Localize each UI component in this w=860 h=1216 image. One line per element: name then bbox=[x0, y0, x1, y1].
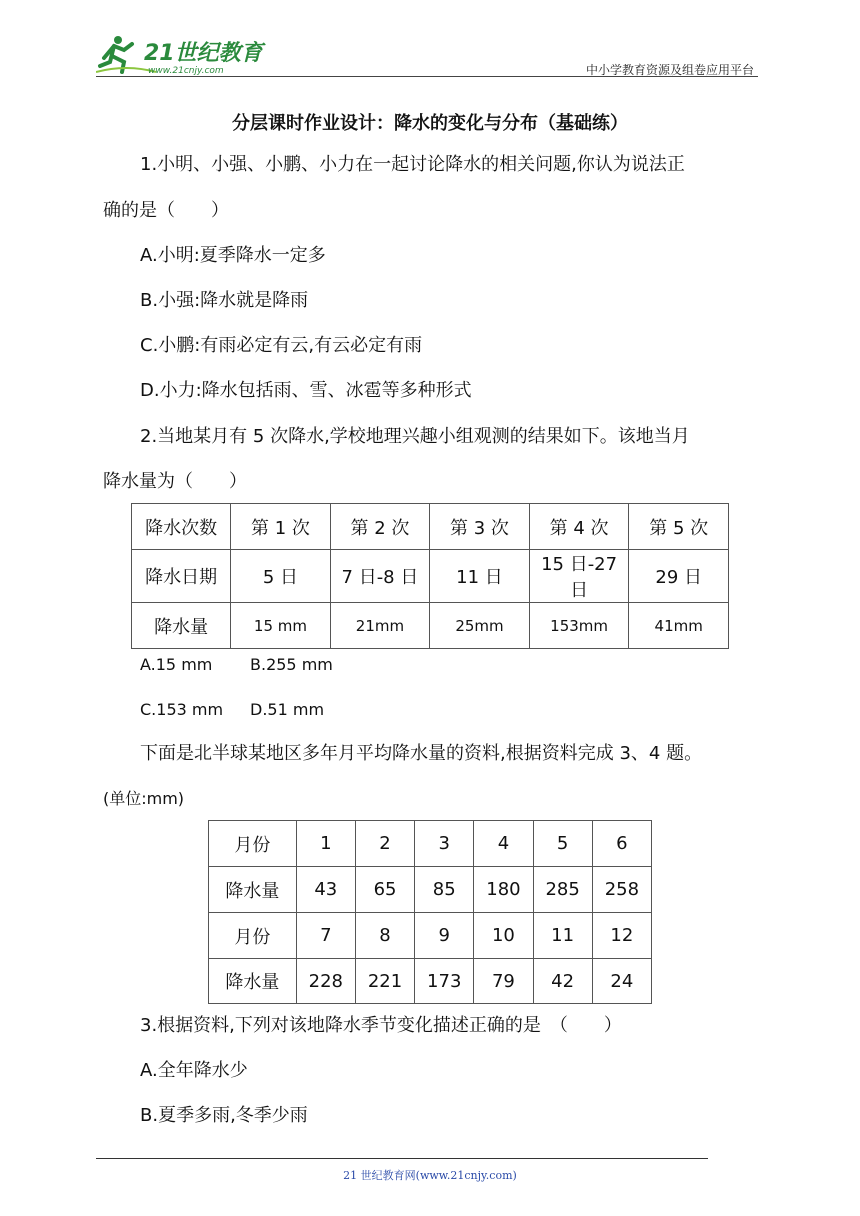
table-cell: 8 bbox=[355, 913, 414, 959]
table-cell: 25mm bbox=[430, 603, 530, 649]
table-cell: 11 日 bbox=[430, 550, 530, 603]
q1-option-b: B.小强:降水就是降雨 bbox=[140, 290, 309, 311]
table-cell: 180 bbox=[474, 867, 533, 913]
table-cell: 12 bbox=[592, 913, 651, 959]
q2-option-d: D.51 mm bbox=[250, 700, 325, 719]
q1-option-d: D.小力:降水包括雨、雪、冰雹等多种形式 bbox=[140, 380, 472, 401]
table-cell: 29 日 bbox=[629, 550, 729, 603]
table-row bbox=[132, 603, 729, 649]
table-cell: 5 日 bbox=[231, 550, 330, 603]
q3-stem: 3.根据资料,下列对该地降水季节变化描述正确的是 （ ） bbox=[140, 1015, 622, 1036]
table-cell: 7 bbox=[296, 913, 355, 959]
table-cell: 228 bbox=[296, 959, 355, 1004]
q2-option-c: C.153 mm bbox=[140, 700, 224, 719]
svg-text:www.21cnjy.com: www.21cnjy.com bbox=[148, 66, 224, 76]
table-cell: 第 1 次 bbox=[231, 504, 330, 550]
table-cell: 9 bbox=[415, 913, 474, 959]
q2-option-b: B.255 mm bbox=[250, 655, 333, 674]
table-cell: 5 bbox=[533, 821, 592, 867]
q3-option-a: A.全年降水少 bbox=[140, 1060, 248, 1081]
table-cell: 月份 bbox=[209, 913, 297, 959]
table-cell: 6 bbox=[592, 821, 651, 867]
header-platform-text: 中小学教育资源及组卷应用平台 bbox=[585, 63, 754, 77]
table-row bbox=[209, 821, 652, 867]
footer-divider bbox=[96, 1158, 708, 1159]
table-row bbox=[209, 959, 652, 1004]
table-cell: 79 bbox=[474, 959, 533, 1004]
table-cell: 41mm bbox=[629, 603, 729, 649]
table-cell: 15 日-27 日 bbox=[529, 550, 629, 603]
svg-text:21世纪教育: 21世纪教育 bbox=[144, 41, 263, 66]
page-footer: 21 世纪教育网(www.21cnjy.com) bbox=[343, 1169, 517, 1182]
table-cell: 降水量 bbox=[209, 959, 297, 1004]
header-divider bbox=[96, 76, 758, 77]
page-header bbox=[96, 30, 758, 78]
table-cell: 43 bbox=[296, 867, 355, 913]
table-cell: 153mm bbox=[529, 603, 629, 649]
q2-stem-line2: 降水量为（ ） bbox=[103, 471, 247, 492]
table-cell: 65 bbox=[355, 867, 414, 913]
q1-option-a: A.小明:夏季降水一定多 bbox=[140, 245, 326, 266]
table-cell: 285 bbox=[533, 867, 592, 913]
table-cell: 第 3 次 bbox=[430, 504, 530, 550]
table-cell: 3 bbox=[415, 821, 474, 867]
table-cell: 85 bbox=[415, 867, 474, 913]
intro-3-4-line1: 下面是北半球某地区多年月平均降水量的资料,根据资料完成 3、4 题。 bbox=[140, 743, 703, 764]
site-logo bbox=[96, 32, 266, 76]
table-cell: 258 bbox=[592, 867, 651, 913]
table-cell: 11 bbox=[533, 913, 592, 959]
monthly-precipitation-table bbox=[208, 820, 652, 1004]
page-title: 分层课时作业设计：降水的变化与分布（基础练） bbox=[232, 113, 628, 134]
table-row bbox=[209, 913, 652, 959]
table-cell: 降水量 bbox=[209, 867, 297, 913]
q2-precipitation-table bbox=[131, 503, 729, 649]
table-cell: 2 bbox=[355, 821, 414, 867]
table-row bbox=[209, 867, 652, 913]
table-cell: 7 日-8 日 bbox=[330, 550, 430, 603]
table-cell: 降水日期 bbox=[132, 550, 231, 603]
table-cell: 第 5 次 bbox=[629, 504, 729, 550]
table-cell: 降水量 bbox=[132, 603, 231, 649]
table-row bbox=[132, 550, 729, 603]
q2-stem-line1: 2.当地某月有 5 次降水,学校地理兴趣小组观测的结果如下。该地当月 bbox=[140, 426, 690, 447]
table-cell: 1 bbox=[296, 821, 355, 867]
table-row bbox=[132, 504, 729, 550]
table-cell: 173 bbox=[415, 959, 474, 1004]
q2-option-a: A.15 mm bbox=[140, 655, 213, 674]
table-cell: 降水次数 bbox=[132, 504, 231, 550]
table-cell: 221 bbox=[355, 959, 414, 1004]
table-cell: 10 bbox=[474, 913, 533, 959]
table-cell: 15 mm bbox=[231, 603, 330, 649]
q1-stem-line2: 确的是（ ） bbox=[103, 200, 229, 221]
table-cell: 月份 bbox=[209, 821, 297, 867]
table-cell: 第 2 次 bbox=[330, 504, 430, 550]
q1-stem-line1: 1.小明、小强、小鹏、小力在一起讨论降水的相关问题,你认为说法正 bbox=[140, 154, 685, 175]
intro-3-4-unit: (单位:mm) bbox=[103, 789, 185, 808]
table-cell: 21mm bbox=[330, 603, 430, 649]
q1-option-c: C.小鹏:有雨必定有云,有云必定有雨 bbox=[140, 335, 423, 356]
q3-option-b: B.夏季多雨,冬季少雨 bbox=[140, 1105, 308, 1126]
table-cell: 42 bbox=[533, 959, 592, 1004]
table-cell: 第 4 次 bbox=[529, 504, 629, 550]
table-cell: 24 bbox=[592, 959, 651, 1004]
table-cell: 4 bbox=[474, 821, 533, 867]
